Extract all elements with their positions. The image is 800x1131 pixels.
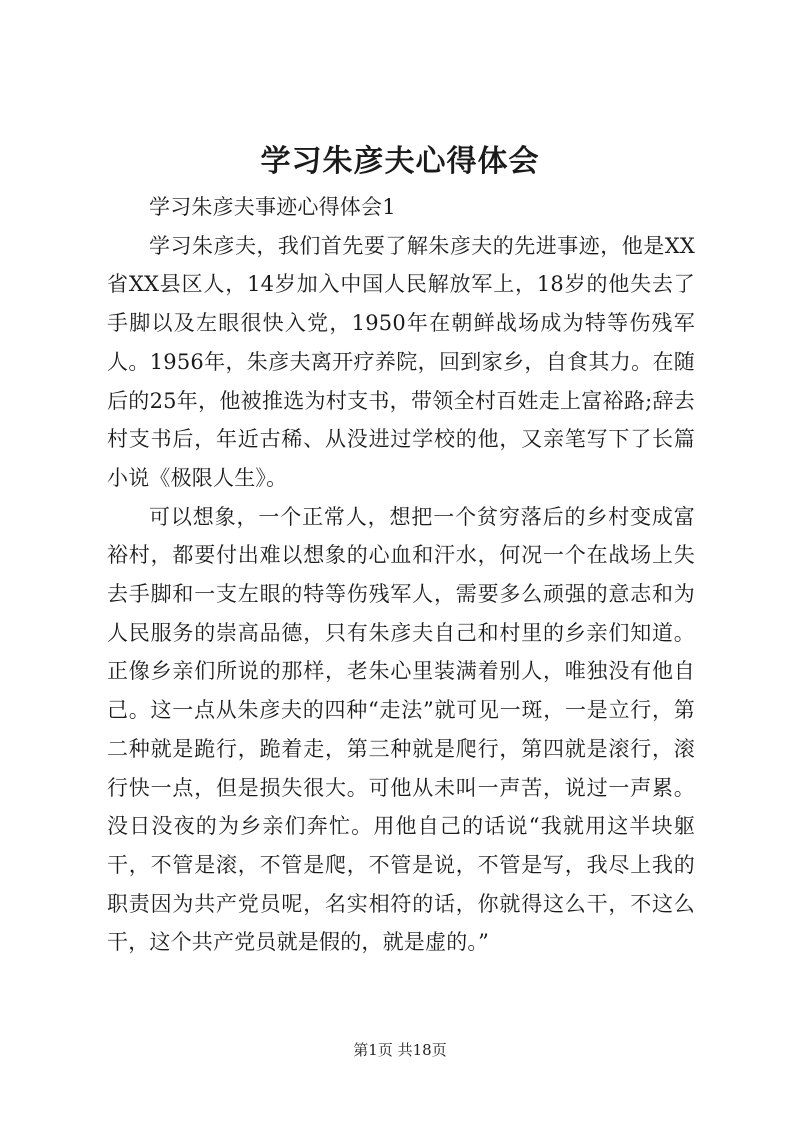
section-heading: 学习朱彦夫事迹心得体会1 xyxy=(149,195,396,219)
body-paragraph-2: 可以想象，一个正常人，想把一个贫穷落后的乡村变成富裕村，都要付出难以想象的心血和汗水，何况一个在战场上失去手脚和一支左眼的特等伤残军人，需要多么顽强的意志和为人民服务的崇高品德，只有朱彦夫自己和村里的乡亲们知道。正像乡亲们所说的那样，老朱心里装满着别人，唯独没有他自己。这一点从朱彦夫的四种“走法”就可见一斑，一是立行，第二种就是跪行，跪着走，第三种就是爬行，第四就是滚行，滚行快一点，但是损失很大。可他从未叫一声苦，说过一声累。没日没夜的为乡亲们奔忙。用他自己的话说“我就用这半块躯干，不管是滚，不管是爬，不管是说，不管是写，我尽上我的职责因为共产党员呢，名实相符的话，你就得这么干，不这么干，这个共产党员就是假的，就是虚的。” xyxy=(107,504,695,955)
body-paragraph-1: 学习朱彦夫，我们首先要了解朱彦夫的先进事迹，他是XX省XX县区人，14岁加入中国人民解放军上，18岁的他失去了手脚以及左眼很快入党，1950年在朝鲜战场成为特等伤残军人。1956年，朱彦夫离开疗养院，回到家乡，自食其力。在随后的25年，他被推选为村支书，带领全村百姓走上富裕路;辞去村支书后，年近古稀、从没进过学校的他，又亲笔写下了长篇小说《极限人生》。 xyxy=(107,233,695,490)
page-title: 学习朱彦夫心得体会 xyxy=(260,144,540,179)
page-footer: 第1页 共18页 xyxy=(353,1041,447,1059)
document-body xyxy=(107,188,695,962)
